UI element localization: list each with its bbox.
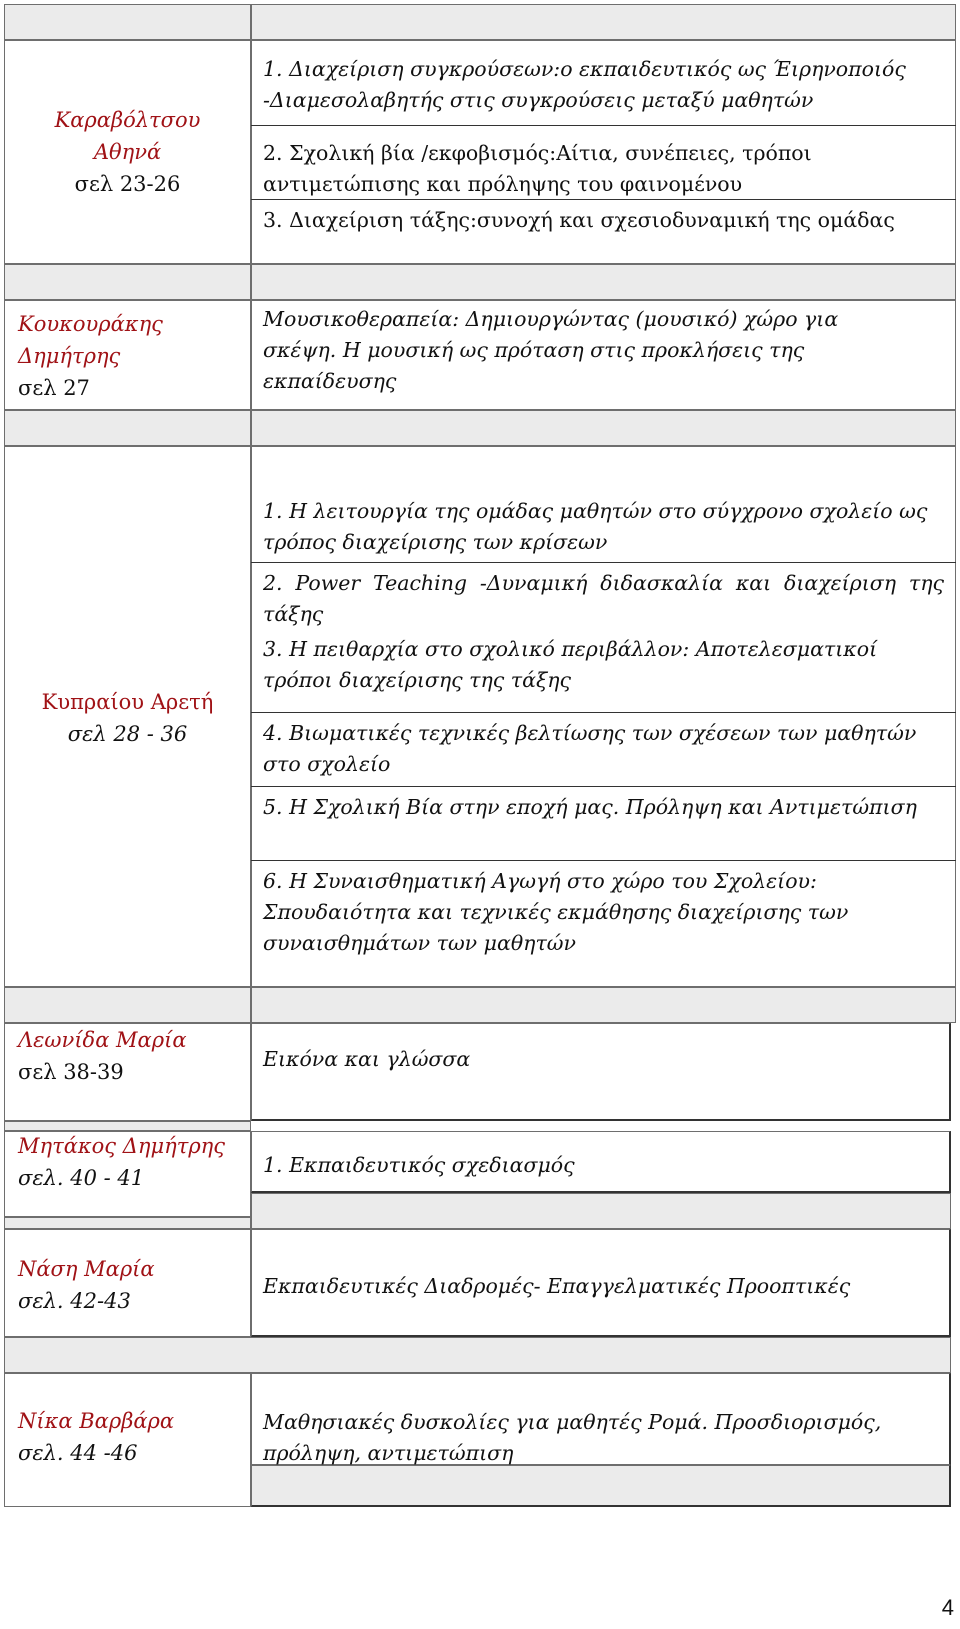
spacer-row bbox=[251, 1193, 951, 1229]
topic-item: Εικόνα και γλώσσα bbox=[263, 1047, 471, 1071]
author-block bbox=[4, 1253, 251, 1317]
author-name: Μητάκος Δημήτρης bbox=[18, 1134, 226, 1158]
page-range: σελ. 44 -46 bbox=[18, 1441, 138, 1465]
spacer-row bbox=[4, 410, 251, 446]
page-range: σελ 27 bbox=[18, 376, 90, 400]
author-block bbox=[4, 686, 251, 750]
author-name: Δημήτρης bbox=[18, 344, 121, 368]
topic-item: 1. Η λειτουργία της ομάδας μαθητών στο σύγχρονο σχολείο ως τρόπος διαχείρισης των κρίσεων bbox=[263, 499, 928, 554]
divider bbox=[251, 712, 956, 713]
page-range: σελ 23-26 bbox=[74, 172, 181, 196]
author-name: Κουκουράκης bbox=[18, 312, 163, 336]
spacer-row bbox=[251, 4, 956, 40]
divider bbox=[251, 125, 956, 126]
author-block bbox=[4, 104, 251, 200]
spacer-row bbox=[4, 264, 251, 300]
spacer-row bbox=[251, 1465, 951, 1507]
author-name: Κυπραίου Αρετή bbox=[41, 690, 214, 714]
spacer-row bbox=[251, 264, 956, 300]
divider bbox=[251, 786, 956, 787]
author-block bbox=[4, 1405, 251, 1469]
page-number: 4 bbox=[941, 1595, 954, 1620]
topic-item: 6. Η Συναισθηματική Αγωγή στο χώρο του Σχολείου: Σπουδαιότητα και τεχνικές εκμάθησης διαχείρισης των συναισθημάτων των μαθητών bbox=[263, 869, 849, 955]
page-range: σελ 38-39 bbox=[18, 1060, 124, 1084]
spacer-row bbox=[4, 1217, 251, 1229]
topic-item: 3. Η πειθαρχία στο σχολικό περιβάλλον: Αποτελεσματικοί τρόποι διαχείρισης της τάξης bbox=[263, 637, 878, 692]
page-range: σελ. 40 - 41 bbox=[18, 1166, 145, 1190]
divider bbox=[251, 199, 956, 200]
spacer-row bbox=[4, 987, 251, 1023]
topic-item: 4. Βιωματικές τεχνικές βελτίωσης των σχέσεων των μαθητών στο σχολείο bbox=[263, 721, 917, 776]
topic-item: Μουσικοθεραπεία: Δημιουργώντας (μουσικό) χώρο για σκέψη. Η μουσική ως πρόταση στις προκλήσεις της εκπαίδευσης bbox=[263, 307, 839, 393]
topic-item: 2. Σχολική βία /εκφοβισμός:Αίτια, συνέπειες, τρόποι αντιμετώπισης και πρόληψης του φαινομένου bbox=[263, 141, 812, 196]
spacer-row bbox=[4, 4, 251, 40]
topic-item: 1. Εκπαιδευτικός σχεδιασμός bbox=[263, 1153, 575, 1177]
topic-item: 5. Η Σχολική Βία στην εποχή μας. Πρόληψη και Αντιμετώπιση bbox=[263, 795, 917, 819]
topic-item: 3. Διαχείριση τάξης:συνοχή και σχεσιοδυναμική της ομάδας bbox=[263, 208, 895, 232]
author-name: Καραβόλτσου bbox=[54, 108, 201, 132]
topic-item: 2. Power Teaching -Δυναμική διδασκαλία και διαχείριση της τάξης bbox=[263, 571, 944, 626]
topic-item: Μαθησιακές δυσκολίες για μαθητές Ρομά. Προσδιορισμός, πρόληψη, αντιμετώπιση bbox=[263, 1410, 882, 1465]
author-block bbox=[4, 1024, 251, 1088]
page-range: σελ. 42-43 bbox=[18, 1289, 131, 1313]
spacer-row bbox=[251, 987, 956, 1023]
author-name: Νάση Μαρία bbox=[18, 1257, 155, 1281]
spacer-row bbox=[251, 410, 956, 446]
topic-item: Εκπαιδευτικές Διαδρομές- Επαγγελματικές Προοπτικές bbox=[263, 1274, 851, 1298]
author-block bbox=[4, 308, 251, 404]
author-name: Λεωνίδα Μαρία bbox=[18, 1028, 187, 1052]
spacer-row bbox=[4, 1337, 951, 1373]
author-name: Νίκα Βαρβάρα bbox=[18, 1409, 175, 1433]
page-range: σελ 28 - 36 bbox=[67, 722, 188, 746]
author-block bbox=[4, 1130, 251, 1194]
author-name: Αθηνά bbox=[93, 140, 162, 164]
divider bbox=[251, 562, 956, 563]
divider bbox=[251, 860, 956, 861]
topic-item: 1. Διαχείριση συγκρούσεων:ο εκπαιδευτικός ως Έιρηνοποιός -Διαμεσολαβητής στις συγκρούσεις μεταξύ μαθητών bbox=[263, 57, 906, 112]
